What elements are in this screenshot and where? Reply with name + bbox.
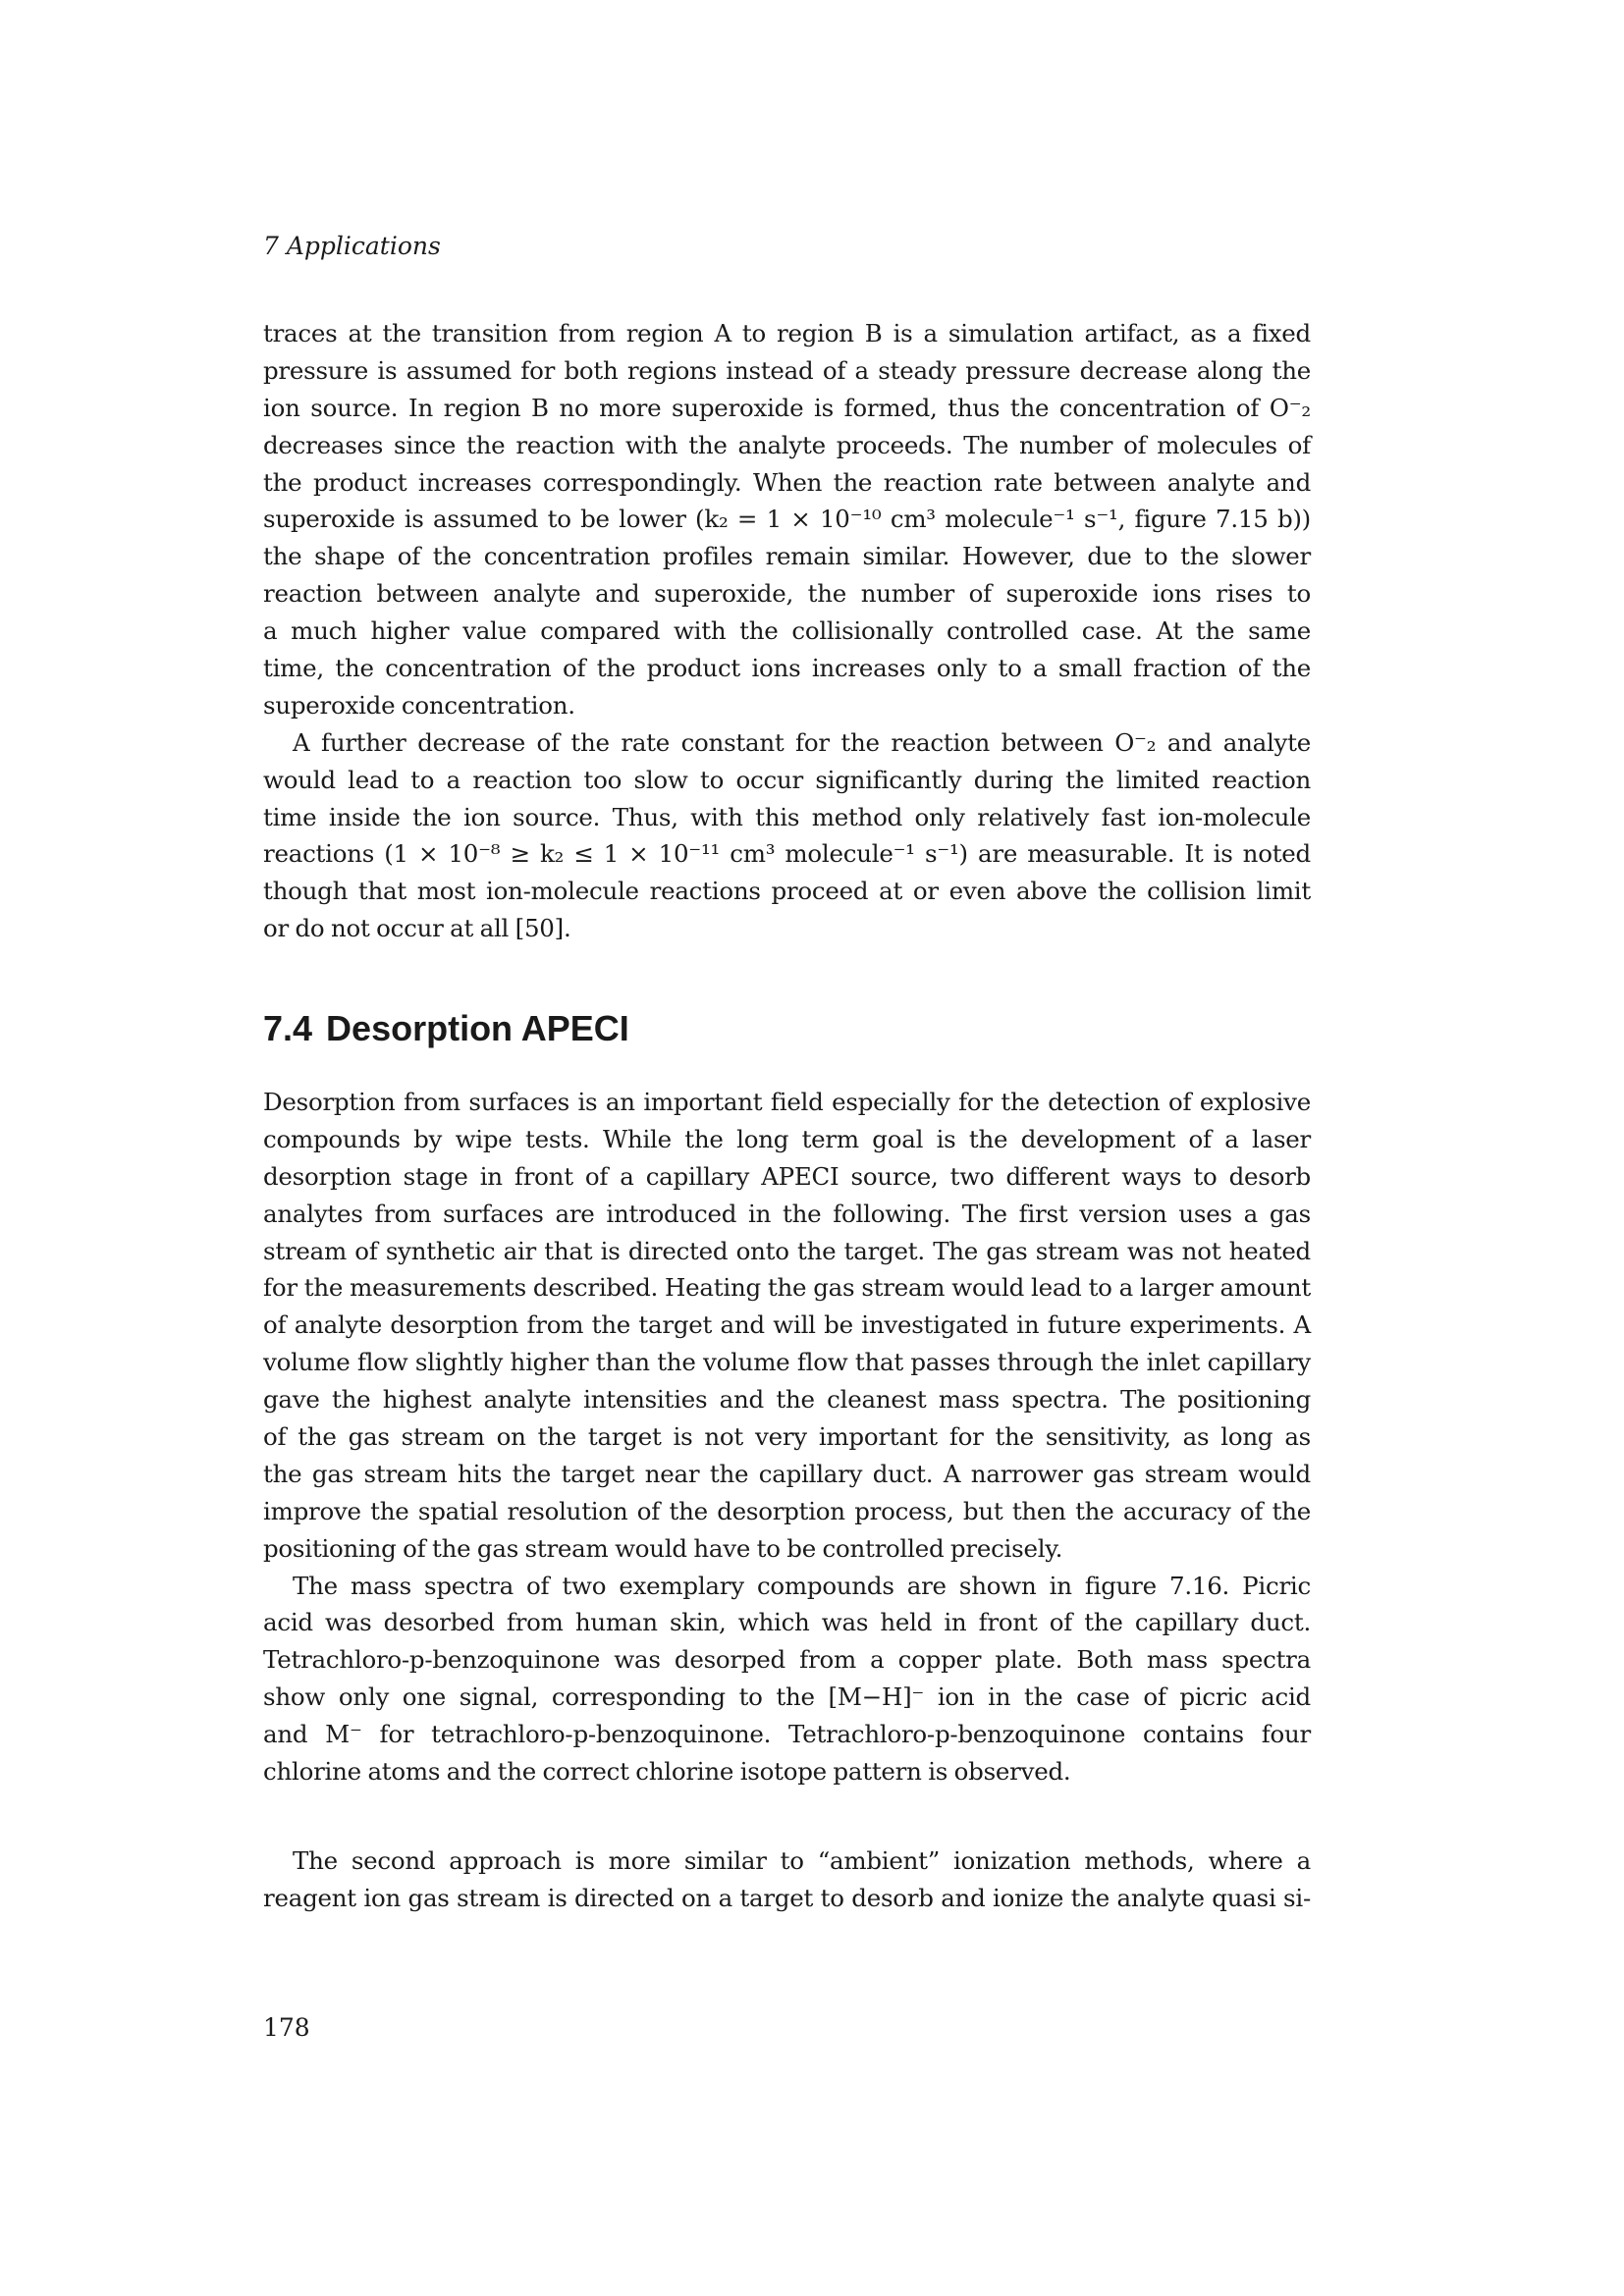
text-line: improve the spatial resolution of the desorption process, but then the accuracy of the	[263, 1496, 1311, 1525]
text-line: decreases since the reaction with the analyte proceeds. The number of molecules of	[263, 430, 1311, 459]
text-line: for the measurements described. Heating the gas stream would lead to a larger amount	[263, 1273, 1311, 1303]
text-line: reaction between analyte and superoxide, the number of superoxide ions rises to	[263, 579, 1311, 609]
section-number: 7.4	[263, 1008, 313, 1048]
running-header: 7 Applications	[263, 232, 441, 260]
text-line: superoxide is assumed to be lower (k₂ = 1 × 10⁻¹⁰ cm³ molecule⁻¹ s⁻¹, figure 7.15 b))	[263, 505, 1311, 534]
text-line: desorption stage in front of a capillary APECI source, two different ways to desorb	[263, 1161, 1311, 1191]
text-block-desorption	[263, 1084, 1311, 1790]
text-line: stream of synthetic air that is directed onto the target. The gas stream was not heated	[263, 1236, 1311, 1265]
text-line: show only one signal, corresponding to the [M−H]⁻ ion in the case of picric acid	[263, 1682, 1311, 1712]
text-line: the product increases correspondingly. When the reaction rate between analyte and	[263, 467, 1311, 497]
text-line: ion source. In region B no more superoxide is formed, thus the concentration of O⁻₂	[263, 393, 1311, 422]
text-line: superoxide concentration.	[263, 690, 575, 720]
text-line: would lead to a reaction too slow to occur significantly during the limited reaction	[263, 765, 1311, 794]
text-line: traces at the transition from region A to region B is a simulation artifact, as a fixed	[263, 319, 1311, 347]
text-line: of analyte desorption from the target and will be investigated in future experiments. A	[263, 1310, 1311, 1340]
paragraph	[263, 1084, 1311, 1568]
text-block-rate-constants	[263, 315, 1311, 947]
text-line: though that most ion-molecule reactions proceed at or even above the collision limit	[263, 877, 1311, 906]
text-line: The second approach is more similar to “ambient” ionization methods, where a	[293, 1846, 1311, 1875]
text-line: and M⁻ for tetrachloro-p-benzoquinone. Tetrachloro-p-benzoquinone contains four	[263, 1720, 1311, 1749]
text-line: pressure is assumed for both regions instead of a steady pressure decrease along the	[263, 355, 1311, 385]
paragraph	[263, 724, 1311, 947]
text-line: gave the highest analyte intensities and the cleanest mass spectra. The positioning	[263, 1385, 1311, 1415]
paragraph	[263, 1842, 1311, 1917]
text-line: of the gas stream on the target is not very important for the sensitivity, as long as	[263, 1422, 1311, 1452]
text-line: The mass spectra of two exemplary compounds are shown in figure 7.16. Picric	[293, 1571, 1311, 1600]
text-block-second-approach	[263, 1842, 1311, 1917]
paragraph	[263, 315, 1311, 724]
text-line: compounds by wipe tests. While the long term goal is the development of a laser	[263, 1124, 1311, 1153]
text-line: acid was desorbed from human skin, which was held in front of the capillary duct.	[263, 1608, 1311, 1637]
text-line: time inside the ion source. Thus, with this method only relatively fast ion-molecule	[263, 802, 1311, 831]
text-line: positioning of the gas stream would have to be controlled precisely.	[263, 1533, 1063, 1563]
text-line: the gas stream hits the target near the capillary duct. A narrower gas stream would	[263, 1459, 1311, 1488]
text-line: A further decrease of the rate constant for the reaction between O⁻₂ and analyte	[293, 727, 1311, 757]
text-line: volume flow slightly higher than the volume flow that passes through the inlet capillary	[263, 1348, 1311, 1377]
text-line: reactions (1 × 10⁻⁸ ≥ k₂ ≤ 1 × 10⁻¹¹ cm³ molecule⁻¹ s⁻¹) are measurable. It is noted	[263, 839, 1311, 869]
text-line: chlorine atoms and the correct chlorine isotope pattern is observed.	[263, 1757, 1071, 1787]
text-line: a much higher value compared with the collisionally controlled case. At the same	[263, 616, 1311, 646]
text-line: Tetrachloro-p-benzoquinone was desorped from a copper plate. Both mass spectra	[263, 1645, 1311, 1675]
page-number: 178	[263, 2013, 310, 2042]
section-title: Desorption APECI	[326, 1008, 629, 1048]
text-line: or do not occur at all [50].	[263, 914, 571, 943]
text-line: reagent ion gas stream is directed on a target to desorb and ionize the analyte quasi si-	[263, 1883, 1311, 1912]
text-line: analytes from surfaces are introduced in the following. The first version uses a gas	[263, 1199, 1311, 1228]
paragraph	[263, 1568, 1311, 1790]
section-heading	[263, 1009, 1311, 1048]
text-line: the shape of the concentration profiles remain similar. However, due to the slower	[263, 542, 1311, 571]
text-line: time, the concentration of the product ions increases only to a small fraction of the	[263, 654, 1311, 683]
text-line: Desorption from surfaces is an important field especially for the detection of explosive	[263, 1088, 1311, 1116]
